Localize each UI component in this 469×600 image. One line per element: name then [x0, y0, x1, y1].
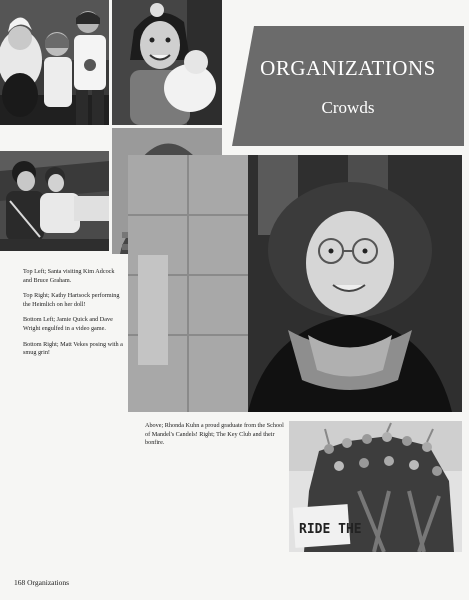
caption-graduate-bonfire: Above; Rhonda Kuhn a proud graduate from the School of Mandel's Candels! Right; The Key Club and their bonfire.	[145, 422, 284, 447]
photo-captions	[23, 268, 123, 365]
section-banner	[232, 26, 464, 146]
santa-photo	[0, 0, 109, 125]
caption-top-left: Top Left; Santa visiting Kim Adcock and Bruce Graham.	[23, 268, 115, 284]
graduate-portrait-photo	[128, 155, 462, 412]
caption-bottom-left: Bottom Left; Jamie Quick and Dave Wright engulfed in a video game.	[23, 316, 113, 332]
children-video-game-photo	[0, 151, 109, 251]
banner-shape	[232, 26, 464, 146]
bonfire-crowd-photo	[289, 421, 462, 552]
page-folio: 168 Organizations	[14, 578, 70, 587]
bonfire-sign-text: RIDE THE	[299, 522, 362, 537]
caption-bottom-right: Bottom Right; Matt Vekes posing with a smug grin!	[23, 340, 123, 357]
caption-top-right: Top Right; Kathy Hartsock performing the Heimlich on her doll!	[23, 292, 120, 308]
section-title: ORGANIZATIONS	[260, 56, 436, 80]
child-with-doll-photo	[112, 0, 222, 125]
section-subtitle: Crowds	[321, 98, 375, 117]
